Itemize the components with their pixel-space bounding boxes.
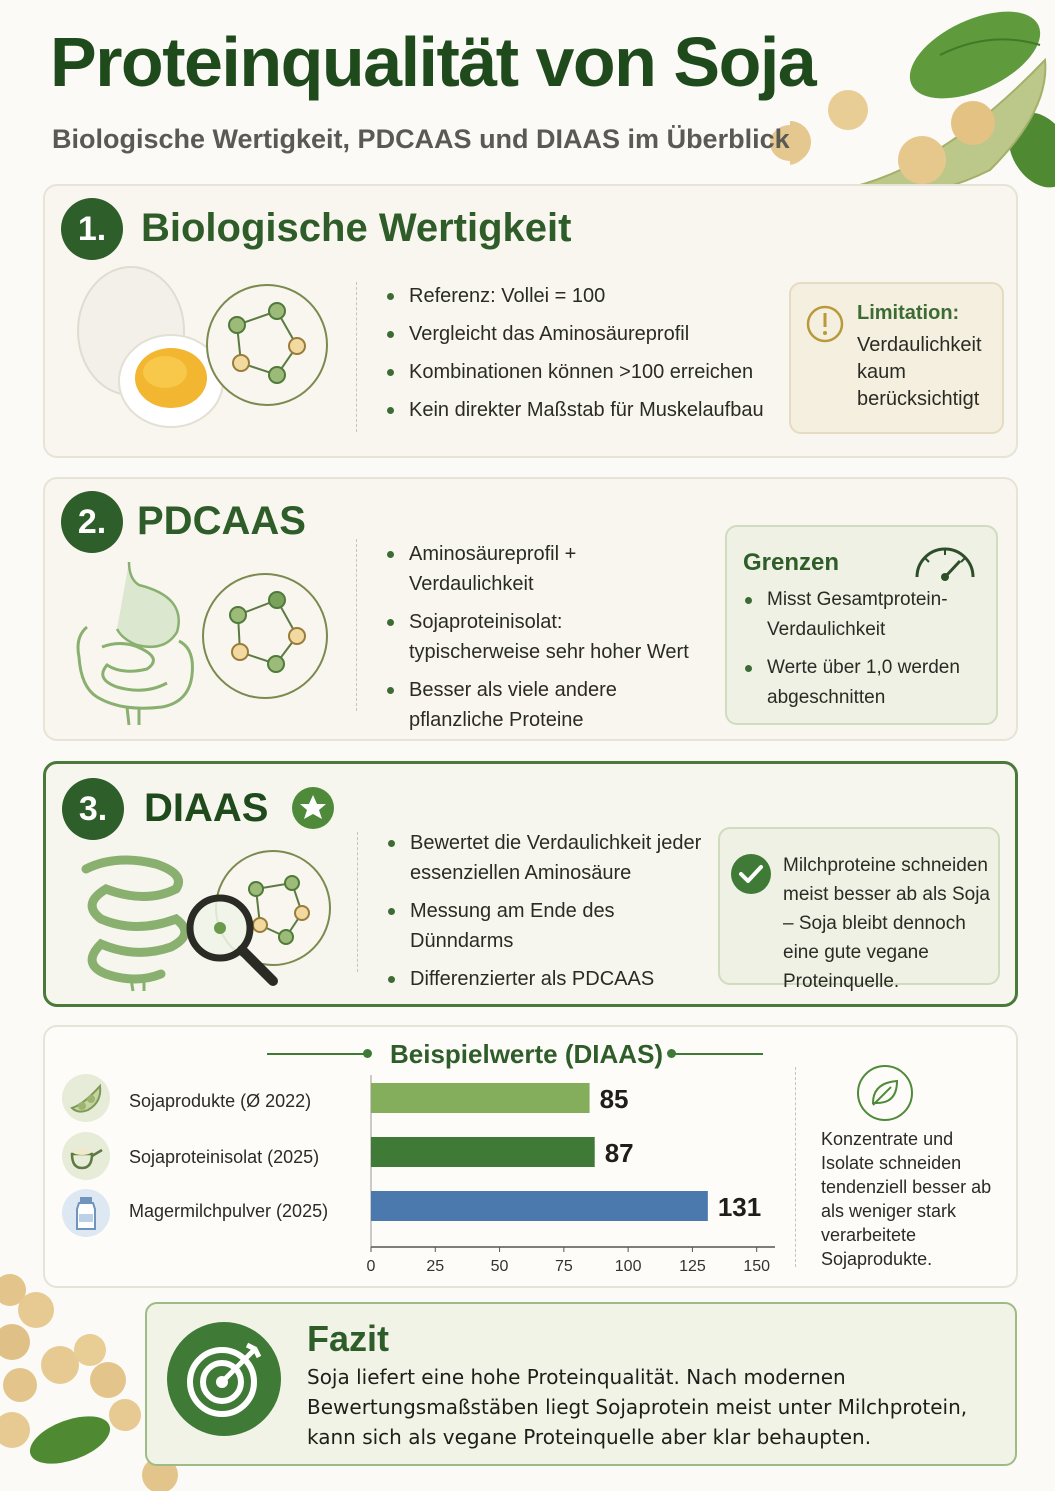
- milk-bottle-icon: [62, 1189, 110, 1237]
- limitation-title: Limitation:: [857, 302, 960, 324]
- list-item: Referenz: Vollei = 100: [385, 281, 785, 311]
- chart-side-note: Konzentrate und Isolate schneiden tendenziell besser ab als weniger stark verarbeitete Sojaprodukte.: [821, 1129, 992, 1269]
- bar-value-label: 87: [604, 1138, 634, 1168]
- conclusion-note: [718, 827, 1000, 992]
- molecule-icon: [200, 572, 330, 700]
- list-item: Differenzierter als PDCAAS: [386, 964, 706, 994]
- category-label: Magermilchpulver (2025): [129, 1201, 329, 1221]
- list-item: Aminosäureprofil + Verdaulichkeit: [385, 539, 695, 599]
- bar-value-label: 85: [599, 1084, 629, 1114]
- list-item: Vergleicht das Aminosäureprofil: [385, 319, 785, 349]
- bar-value-label: 131: [717, 1192, 762, 1222]
- bar: [371, 1191, 708, 1221]
- section-title: DIAAS: [144, 786, 269, 830]
- fazit-box: [145, 1302, 1017, 1466]
- bar: [371, 1083, 590, 1113]
- warning-icon: [805, 304, 845, 344]
- section-biological-value: [43, 184, 1018, 458]
- x-tick-label: 75: [554, 1258, 573, 1275]
- x-tick-label: 0: [366, 1258, 376, 1275]
- soybean-icon: [62, 1074, 110, 1122]
- chart-title-line-right: [673, 1053, 763, 1055]
- list-item: Kombinationen können >100 erreichen: [385, 357, 785, 387]
- protein-scoop-icon: [62, 1132, 110, 1180]
- divider: [795, 1067, 796, 1267]
- page-title: Proteinqualität von Soja: [50, 23, 816, 101]
- chart-title: Beispielwerte (DIAAS): [390, 1039, 664, 1069]
- section-number: 1.: [61, 198, 123, 260]
- checkmark-icon: [730, 853, 772, 895]
- limitation-note: [789, 282, 1004, 434]
- list-item: Kein direkter Maßstab für Muskelaufbau: [385, 395, 785, 425]
- x-tick-label: 50: [490, 1258, 509, 1275]
- divider: [356, 282, 357, 432]
- chart-title-dot-left: [363, 1049, 372, 1058]
- section-title: Biologische Wertigkeit: [141, 206, 572, 250]
- list-item: Misst Gesamtprotein-Verdaulichkeit: [743, 585, 983, 645]
- category-label: Sojaprodukte (Ø 2022): [129, 1091, 312, 1111]
- diaas-chart-card: [43, 1025, 1018, 1288]
- divider: [357, 832, 358, 972]
- fazit-text: Soja liefert eine hohe Proteinqualität. Nach modernen Bewertungsmaßstäben liegt Sojaprotein meist unter Milchprotein, kann sich als vegane Proteinquelle aber klar behaupten.: [307, 1365, 968, 1449]
- list-item: Besser als viele andere pflanzliche Proteine: [385, 675, 695, 735]
- molecule-icon: [205, 283, 329, 407]
- gauge-icon: [912, 539, 978, 581]
- page-subtitle: Biologische Wertigkeit, PDCAAS und DIAAS im Überblick: [52, 124, 790, 154]
- divider: [356, 539, 357, 711]
- x-tick-label: 125: [679, 1258, 706, 1275]
- chart-title-line-left: [267, 1053, 367, 1055]
- limitation-text: Verdaulichkeit kaum berücksichtigt: [857, 334, 982, 410]
- limits-box: [725, 525, 998, 725]
- digestive-system-illustration: [67, 557, 217, 727]
- section-title: PDCAAS: [137, 499, 306, 543]
- bullet-list: [385, 539, 695, 743]
- x-tick-label: 25: [426, 1258, 445, 1275]
- list-item: Werte über 1,0 werden abgeschnitten: [743, 653, 983, 713]
- section-pdcaas: [43, 477, 1018, 741]
- bullet-list: [385, 281, 785, 433]
- section-number: 2.: [61, 491, 123, 553]
- conclusion-text: Milchproteine schneiden meist besser ab als Soja – Soja bleibt dennoch eine gute vegane Proteinquelle.: [783, 855, 990, 992]
- bar: [371, 1137, 595, 1167]
- star-badge-icon: [291, 786, 335, 830]
- soybean-pod-illustration: [790, 0, 1055, 215]
- section-number: 3.: [62, 778, 124, 840]
- section-diaas: [43, 761, 1018, 1007]
- diaas-bar-chart: [315, 1075, 775, 1275]
- list-item: Sojaproteinisolat: typischerweise sehr hoher Wert: [385, 607, 695, 667]
- x-tick-label: 150: [743, 1258, 771, 1275]
- leaf-icon: [855, 1063, 915, 1123]
- limits-title: Grenzen: [743, 549, 840, 576]
- list-item: Bewertet die Verdaulichkeit jeder essenziellen Aminosäure: [386, 828, 706, 888]
- target-icon: [165, 1320, 283, 1438]
- bullet-list: [386, 828, 706, 1002]
- category-label: Sojaproteinisolat (2025): [129, 1147, 320, 1167]
- magnifier-icon: [178, 886, 288, 996]
- limits-list: [743, 585, 983, 721]
- x-tick-label: 100: [614, 1258, 642, 1275]
- fazit-title: Fazit: [307, 1318, 390, 1359]
- list-item: Messung am Ende des Dünndarms: [386, 896, 706, 956]
